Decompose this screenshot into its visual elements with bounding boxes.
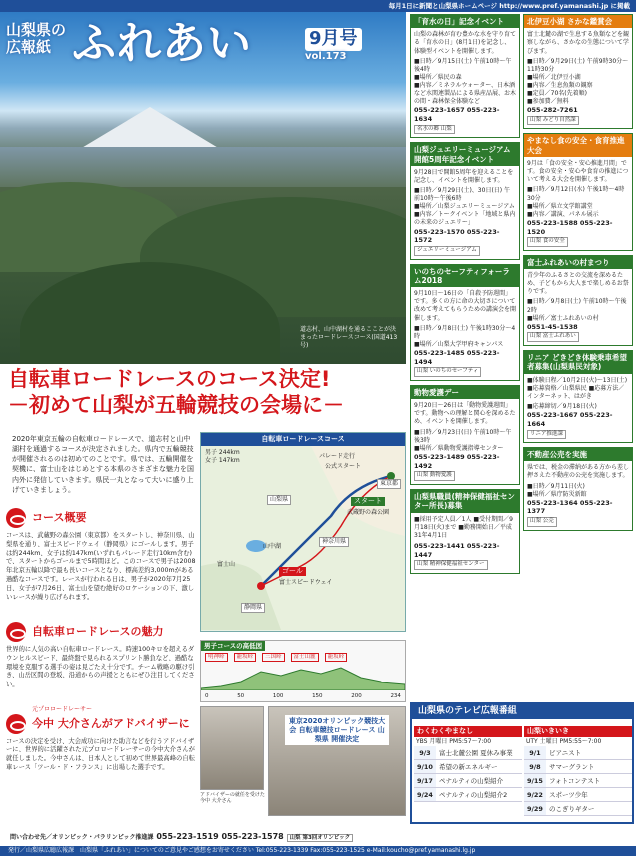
tv-date: 9/15 xyxy=(524,774,546,787)
axis-tick: 0 xyxy=(205,692,209,699)
info-box-body xyxy=(411,399,519,484)
tv-topic: のこぎりギター xyxy=(549,804,595,813)
info-box xyxy=(410,385,520,485)
info-box-text: 青少年のふるさとの交流を深めるため、子どもから大人まで楽しめるお祭りです。 xyxy=(527,272,629,296)
info-box-title: 富士ふれあいの村まつり xyxy=(524,256,632,269)
info-box-tag: 山梨 みどり自然課 xyxy=(527,116,579,125)
map-label: 山中湖 xyxy=(263,543,282,550)
info-box-item: ■場所／富士ふれあいの村 xyxy=(527,314,599,322)
tv-date: 9/22 xyxy=(524,788,546,801)
info-box-item: ■参加費／無料 xyxy=(527,98,569,106)
info-box-title: 動物愛護デー xyxy=(411,386,519,399)
map-label: 山梨県 xyxy=(267,495,291,505)
elevation-point: 籠坂峠 xyxy=(234,653,257,662)
info-box xyxy=(523,133,633,250)
footer-bar: 発行／山梨県広聴広報課 山梨県「ふれあい」についてのご意見やご感想をお寄せください Tel:055-223-1339 Fax:055-223-1525 e-Mail:koucho@pref.yamanashi.lg.jp xyxy=(0,846,636,856)
tv-row xyxy=(524,774,632,788)
info-box xyxy=(523,350,633,443)
bicycle-icon xyxy=(6,508,26,528)
tv-left-col xyxy=(414,726,522,802)
headline-line2: －初めて山梨が五輪競技の会場に－ xyxy=(8,393,344,418)
tv-rows xyxy=(524,746,632,816)
elevation-chart xyxy=(200,640,406,702)
info-box xyxy=(410,14,520,138)
info-box-text: 9月10日〜16日の「自殺予防週間」です。多くの方に命の大切さについて改めて考えてもらうための講演会を開催します。 xyxy=(414,290,517,322)
info-box-title: やまなし食の安全・食育推進大会 xyxy=(524,134,632,157)
tv-topic: ピアニスト xyxy=(549,748,582,757)
info-box-body xyxy=(524,28,632,128)
ceremony-banner: 東京2020オリンピック競技大会 自転車競技ロードレース 山梨県 開催決定 xyxy=(285,715,389,745)
info-box-tag: 山梨 富士ふれあい xyxy=(527,332,579,341)
info-box xyxy=(410,142,520,259)
info-box-body xyxy=(524,269,632,345)
masthead-prefix xyxy=(6,22,66,57)
info-box-body xyxy=(411,166,519,259)
tv-topic: フォトコンテスト xyxy=(549,776,601,785)
elevation-points xyxy=(201,651,405,664)
info-box-item: ■日時／9月8日(土) 午後1時30分〜4時 xyxy=(414,324,516,340)
info-box-tel: 055-223-1667 055-223-1664 xyxy=(527,411,613,428)
ceremony-photo xyxy=(268,706,406,816)
axis-tick: 50 xyxy=(237,692,245,699)
info-box xyxy=(523,14,633,129)
info-box-item: ■内容／生息魚類の観察 xyxy=(527,81,593,89)
section-appeal xyxy=(6,622,196,690)
tv-row xyxy=(414,788,522,802)
section-title: コース概要 xyxy=(32,511,87,525)
map-label: 静岡県 xyxy=(241,603,265,613)
axis-tick: 150 xyxy=(312,692,323,699)
info-box-tel: 055-223-1588 055-223-1520 xyxy=(527,218,613,236)
course-map xyxy=(200,432,406,632)
tv-topic: 富士北麓公園 夏休み事業 xyxy=(439,748,513,757)
masthead-prefix-line1: 山梨県の xyxy=(6,21,67,39)
info-box-item: ■日時／9月23日(日) 午前10時〜午後3時 xyxy=(414,428,512,444)
tv-row xyxy=(524,802,632,816)
tv-topic: ペナルティの山梨紹介 xyxy=(439,776,504,785)
issue-info xyxy=(305,28,362,63)
info-box-text: 9月は「食の安全・安心推進月間」です。食の安全・安心や食育の推進について考える大会を開催します。 xyxy=(527,160,629,184)
section-kicker: 元プロロードレーサー xyxy=(32,706,93,713)
lead-text: 2020年東京五輪の自転車ロードレースで、道志村と山中湖村を通過するコースが決定されました。県内で五輪競技が開催されるのは初めてのことです。県では、五輪開催を契機に、富士山をはじめとする本県のさまざまな魅力を国内外に発信していきます。県民一丸となって大いに盛り上げていきましょう。 xyxy=(12,435,194,494)
tv-station: UTY 土曜日 PM5:55〜7:00 xyxy=(526,737,602,745)
info-box-body xyxy=(411,513,519,573)
info-box-body xyxy=(411,28,519,137)
contact-label: 問い合わせ先／オリンピック・パラリンピック推進課 xyxy=(10,834,154,841)
tv-right-col xyxy=(524,726,632,816)
info-box xyxy=(523,447,633,531)
tv-date: 9/8 xyxy=(524,760,546,773)
tv-show-name: わくわくやまなし xyxy=(414,726,522,737)
info-box-tel: 055-223-1485 055-223-1494 xyxy=(414,348,500,366)
course-map-svg xyxy=(201,446,405,630)
horizon-band xyxy=(0,147,406,187)
info-box-item: ■場所／県動物愛護指導センター xyxy=(414,444,504,452)
info-box-item: ■日時／9月29日(土)、30日(日) 午前10時〜午後6時 xyxy=(414,187,511,203)
issue-month: 9月号 xyxy=(305,28,362,51)
map-label: パレード走行 xyxy=(319,453,356,460)
contact-tag: 山梨 第3回オリンピック xyxy=(287,834,354,842)
contact-tel: 055-223-1519 xyxy=(156,832,219,841)
info-box-body xyxy=(524,374,632,442)
issue-volume: vol.173 xyxy=(305,50,347,62)
photo-caption: 道志村、山中湖村を通るこことが決まったロードレースコース(国道413号) xyxy=(300,326,398,349)
bicycle-icon xyxy=(6,714,26,734)
info-box-item: ■日時／9月15日(土) 午前10時〜午後4時 xyxy=(414,57,512,73)
section-title: 自転車ロードレースの魅力 xyxy=(32,625,164,639)
tv-date: 9/3 xyxy=(414,746,436,759)
legend-female: 女子 147km xyxy=(205,456,240,464)
tv-topic: 希望の新エネルギー xyxy=(439,762,498,771)
map-label: 公式スタート xyxy=(325,463,362,470)
info-box-tel: 055-223-1657 055-223-1634 xyxy=(414,106,500,123)
info-box-item: ■日時／9月8日(土) 午前10時〜午後2時 xyxy=(527,298,627,314)
section-body: コースは、武蔵野の森公園（東京都）をスタートし、神奈川県、山梨県を通り、富士スピードウェイ（静岡県）にゴールします。男子は約244km、女子は約147km(いずれもパレード走行10km含む)で、スタートからゴールまで5時間ほど。このコースで男子は2008年北京五輪以降で最も長いコースとなり、標高差約3,000mがある過酷なコースです。レースが行われる日は、男子が2020年7月25日、女子が7月26日、富士山を望む絶好のロケーションの下、激しいレースが繰り広げられます。 xyxy=(6,532,196,601)
tv-topic: スポーツ少年 xyxy=(549,790,588,799)
info-box-text: 9月28日で開館5周年を迎えることを記念し、イベントを開催します。 xyxy=(414,168,514,185)
info-box-item: ■日時／9月11日(火) xyxy=(527,482,585,490)
advisor-photo xyxy=(200,706,264,790)
map-legend xyxy=(205,449,240,464)
map-label: 東京都 xyxy=(377,479,401,489)
info-box-item: ■内容／講演、パネル展示 xyxy=(527,210,599,218)
section-body: 世界的に人気の高い自転車ロードレース。時速100キロを超えるダウンヒルスピード、最終盤で見られるスプリント勝負など、過酷な環境を克服する選手の姿は見ごたえ十分です。チーム戦略の駆け引き、山岳区間の登坂、沿道からの声援とともにぜひ注目してください。 xyxy=(6,646,195,689)
info-box-item: ■場所／山梨ジュエリーミュージアム xyxy=(414,203,515,211)
masthead-title: ふれあい xyxy=(72,18,252,69)
info-box-tag: リニア推進課 xyxy=(527,430,566,439)
info-box-tel: 055-223-1489 055-223-1492 xyxy=(414,452,500,470)
tv-date: 9/10 xyxy=(414,760,436,773)
map-label: 富士スピードウェイ xyxy=(279,579,333,586)
bicycle-icon xyxy=(6,622,26,642)
info-box-tag: 山梨 公売 xyxy=(527,517,557,526)
info-box-item: ■応募締切／9月18日(火) xyxy=(527,402,597,410)
tv-date: 9/17 xyxy=(414,774,436,787)
tv-station: YBS 月曜日 PM5:57〜7:00 xyxy=(416,737,492,745)
tv-program-box xyxy=(410,702,634,824)
info-box-text: 県では、税金の滞納がある方から差し押さえた不動産の公売を実施します。 xyxy=(527,464,630,480)
info-box xyxy=(523,255,633,346)
info-box-tel: 055-223-1570 055-223-1572 xyxy=(414,227,500,245)
contact-fax: 055-223-1578 xyxy=(221,832,284,841)
info-box-item: ■日時／9月12日(水) 午後1時〜4時30分 xyxy=(527,186,625,202)
tv-row xyxy=(524,788,632,802)
tv-box-title: 山梨県のテレビ広報番組 xyxy=(412,704,632,719)
info-box-title: リニア どきどき体験乗車希望者募集(山梨県民対象) xyxy=(524,351,632,374)
tv-topic: サマーグラント xyxy=(549,762,595,771)
map-label: 富士山 xyxy=(217,561,236,568)
info-box-title: 不動産公売を実施 xyxy=(524,448,632,461)
top-bar: 毎月1日に新聞と山梨県ホームページ http://www.pref.yamanashi.jp に掲載 xyxy=(0,0,636,12)
elevation-axis xyxy=(201,693,405,700)
info-box-tag: 山梨 動物愛護 xyxy=(414,471,455,480)
info-box-text: 富士北麓の湖で生息する魚類などを観察しながら、さかなの生態について学びます。 xyxy=(527,31,630,55)
info-box-tag: ジェエリーミュージアム xyxy=(414,246,480,255)
right-column xyxy=(410,14,634,700)
contact-line xyxy=(10,832,353,842)
info-box-item: ■内容／トークイベント「地域と県内の未来のジュエリー」 xyxy=(414,211,516,227)
info-box xyxy=(410,489,520,574)
map-label: 武蔵野の森公園 xyxy=(347,509,390,516)
map-label-start: スタート xyxy=(351,497,385,506)
tv-row xyxy=(524,746,632,760)
info-box-body xyxy=(524,157,632,250)
tv-rows xyxy=(414,746,522,802)
tv-row xyxy=(414,746,522,760)
info-box xyxy=(410,264,520,381)
section-body: コースの決定を受け、大会成功に向けた助言などを行うアドバイザーに、世界的に活躍された元プロロードレーサーの今中大介さんが就任しました。今中さんは、日本人として初めて世界最高峰の自転車レース「ツール・ド・フランス」に出場した選手です。 xyxy=(6,737,195,771)
section-course-overview xyxy=(6,508,196,603)
info-box-title: 山梨県職員(精神保健福祉センター所長)募集 xyxy=(411,490,519,513)
info-box-tel: 055-223-1441 055-223-1447 xyxy=(414,541,500,559)
axis-tick: 100 xyxy=(272,692,284,699)
tv-date: 9/29 xyxy=(524,802,546,815)
elevation-point: 明神峠 xyxy=(205,653,228,662)
info-box-tag: 名水の郷 山梨 xyxy=(414,125,455,134)
section-title: 今中 大介さんがアドバイザーに xyxy=(32,716,190,730)
info-box-title: いのちのセーフティフォーラム2018 xyxy=(411,265,519,288)
headline xyxy=(8,366,344,419)
tv-show-name: 山梨いきいき xyxy=(524,726,632,737)
section-heading xyxy=(6,508,196,528)
info-box-tag: 山梨 いのちのセーフティ xyxy=(414,367,481,376)
info-box-item: ■場所／県立文学館講堂 xyxy=(527,202,593,210)
info-box-body xyxy=(524,461,632,529)
map-title: 自転車ロードレースコース xyxy=(201,433,405,446)
info-box-item: ■場所／県庁防災新館 xyxy=(527,490,587,498)
map-label: 神奈川県 xyxy=(319,537,349,547)
info-box-title: 北伊豆小湖 さかな鑑賞会 xyxy=(524,15,632,28)
info-box-body xyxy=(411,287,519,380)
masthead-prefix-line2: 広報紙 xyxy=(6,38,52,57)
elevation-title: 男子コースの高低図 xyxy=(201,641,265,651)
elevation-point: 富士山麓 xyxy=(291,653,319,662)
elevation-profile xyxy=(201,664,405,690)
info-box-tel: 055-282-7261 xyxy=(527,106,578,115)
section-heading xyxy=(6,714,196,734)
info-box-text: 山梨の森林が育む豊かな水を守り育てる「育水の日」(8月1日)を記念し、体験型イベントを開催します。 xyxy=(414,31,517,55)
info-box-item: ■場所／山梨大学甲府キャンパス xyxy=(414,340,504,348)
info-box-tag: 山梨 精神保健福祉センター xyxy=(414,560,488,569)
info-box-text: ■体験日程／10月2日(火)〜13日(土) ■応募資格／山梨県民 ■応募方法／インターネット、はがき xyxy=(527,376,628,400)
info-box-title: 「育水の日」記念イベント xyxy=(411,15,519,28)
info-box-text: 9月20日〜26日は「動物愛護週間」です。動物への理解と関心を深めるため、イベントを開催します。 xyxy=(414,402,516,426)
axis-tick: 200 xyxy=(351,692,362,699)
tv-row xyxy=(524,760,632,774)
right-col-right xyxy=(523,14,633,535)
info-box-item: ■場所／北伊豆小湖 xyxy=(527,73,581,81)
info-box-text: ■採用予定人員／1人 ■受付期間／9月18日(火)まで ■勤務開始日／平成31年4月1日 xyxy=(414,515,513,539)
info-box-tel: 0551-45-1538 xyxy=(527,322,578,331)
elevation-point: 三国峠 xyxy=(262,653,285,662)
right-col-left xyxy=(410,14,520,578)
headline-line1: 自転車ロードレースのコース決定! xyxy=(8,367,331,391)
info-box-item: ■場所／県民の森 xyxy=(414,73,462,81)
advisor-photo-caption: アドバイザーの就任を受けた今中 大介さん xyxy=(200,792,265,805)
elevation-point: 籠坂峠 xyxy=(325,653,348,662)
info-box-item: ■定員／70名(先着順) xyxy=(527,90,587,98)
info-box-item: ■内容／ミネラルウォーター、日本酒など水関連製品による県産品展、お木の間・森林保全体験など xyxy=(414,81,517,106)
info-box-tag: 山梨 食の安全 xyxy=(527,237,568,246)
axis-tick: 234 xyxy=(390,692,401,699)
info-box-tel: 055-223-1364 055-223-1377 xyxy=(527,498,613,516)
info-box-title: 山梨ジュエリーミュージアム開館5周年記念イベント xyxy=(411,143,519,166)
tv-date: 9/24 xyxy=(414,788,436,801)
tv-date: 9/1 xyxy=(524,746,546,759)
tv-row xyxy=(414,760,522,774)
tv-row xyxy=(414,774,522,788)
tv-topic: ペナルティの山梨紹介2 xyxy=(439,790,508,799)
section-heading xyxy=(6,622,196,642)
section-advisor xyxy=(6,706,196,773)
info-box-item: ■日時／9月29日(土) 午前9時30分〜11時30分 xyxy=(527,57,629,73)
legend-male: 男子 244km xyxy=(205,449,240,456)
map-label-goal: ゴール xyxy=(279,567,306,576)
